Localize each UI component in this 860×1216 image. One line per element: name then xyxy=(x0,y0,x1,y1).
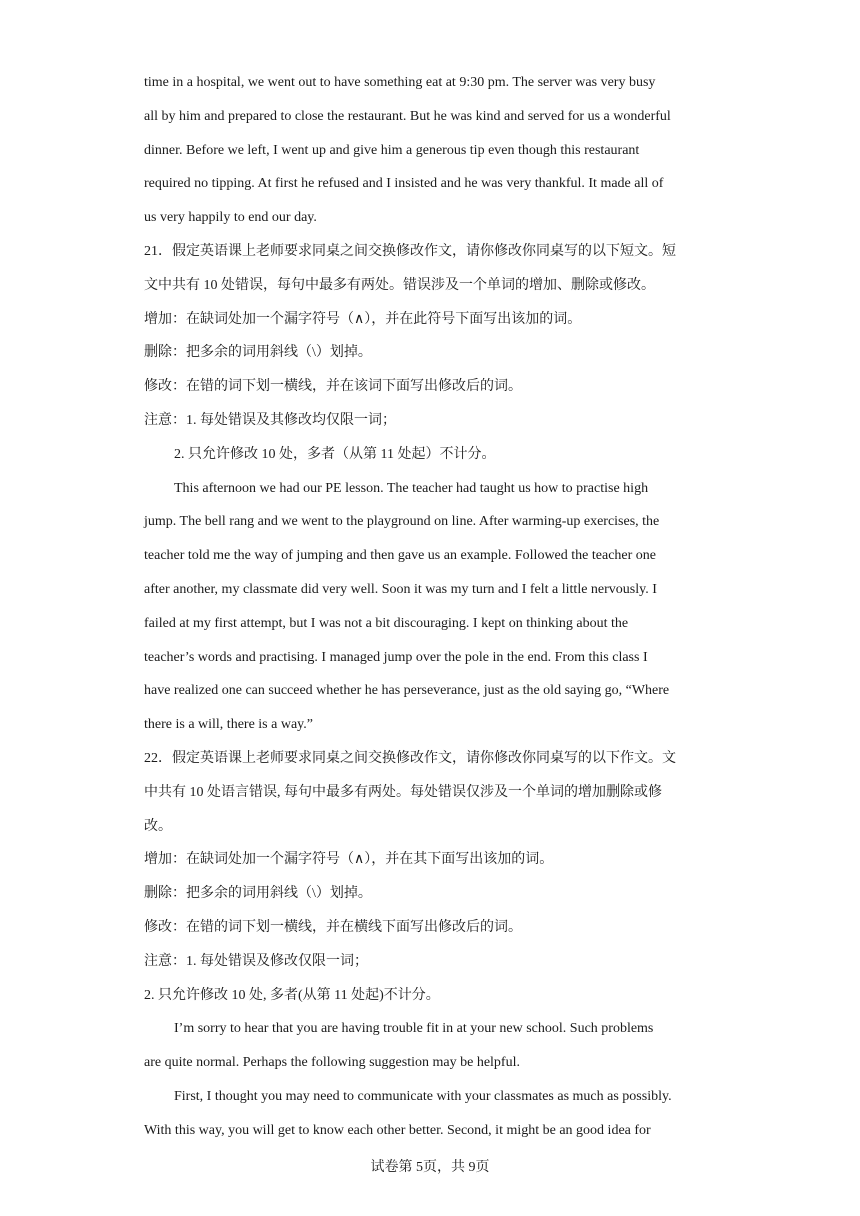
text-line: 注意：1. 每处错误及修改仅限一词； xyxy=(144,953,368,969)
text-line: 注意：1. 每处错误及其修改均仅限一词； xyxy=(144,412,396,428)
text-line: 删除：把多余的词用斜线（\）划掉。 xyxy=(144,886,372,902)
text-line: teacher’s words and practising. I managed jump over the pole in the end. From this class I xyxy=(144,649,648,665)
text-line: 删除：把多余的词用斜线（\）划掉。 xyxy=(144,345,372,361)
document-body xyxy=(144,66,718,1148)
text-line: 文中共有 10 处错误，每句中最多有两处。错误涉及一个单词的增加、删除或修改。 xyxy=(144,277,655,293)
text-line: 修改：在错的词下划一横线，并在该词下面写出修改后的词。 xyxy=(144,379,522,395)
text-line: 增加：在缺词处加一个漏字符号（∧），并在其下面写出该加的词。 xyxy=(144,852,554,868)
text-line: I’m sorry to hear that you are having trouble fit in at your new school. Such problems xyxy=(174,1021,654,1037)
text-line: 中共有 10 处语言错误, 每句中最多有两处。每处错误仅涉及一个单词的增加删除或修 xyxy=(144,784,662,800)
text-line: are quite normal. Perhaps the following suggestion may be helpful. xyxy=(144,1055,520,1071)
text-line: 22．假定英语课上老师要求同桌之间交换修改作文，请你修改你同桌写的以下作文。文 xyxy=(144,750,676,766)
text-line: 增加：在缺词处加一个漏字符号（∧），并在此符号下面写出该加的词。 xyxy=(144,311,582,327)
text-line: 21．假定英语课上老师要求同桌之间交换修改作文，请你修改你同桌写的以下短文。短 xyxy=(144,243,676,259)
text-line: time in a hospital, we went out to have something eat at 9:30 pm. The server was very busy xyxy=(144,75,656,90)
text-line: after another, my classmate did very well. Soon it was my turn and I felt a little nervously. I xyxy=(144,581,657,597)
text-line: there is a will, there is a way.” xyxy=(144,717,313,733)
text-line: 修改：在错的词下划一横线，并在横线下面写出修改后的词。 xyxy=(144,919,522,935)
text-line: teacher told me the way of jumping and then gave us an example. Followed the teacher one xyxy=(144,548,656,564)
text-line: First, I thought you may need to communicate with your classmates as much as possibly. xyxy=(174,1088,672,1104)
text-line: have realized one can succeed whether he has perseverance, just as the old saying go, “Where xyxy=(144,683,670,699)
text-line: jump. The bell rang and we went to the playground on line. After warming-up exercises, the xyxy=(144,514,660,530)
text-line: With this way, you will get to know each other better. Second, it might be an good idea for xyxy=(144,1122,651,1138)
text-line: us very happily to end our day. xyxy=(144,210,317,226)
text-line: 2. 只允许修改 10 处，多者（从第 11 处起）不计分。 xyxy=(174,446,496,462)
text-line: 2. 只允许修改 10 处, 多者(从第 11 处起)不计分。 xyxy=(144,987,440,1003)
text-line: all by him and prepared to close the restaurant. But he was kind and served for us a wonderful xyxy=(144,108,671,124)
text-line: required no tipping. At first he refused and I insisted and he was very thankful. It made all of xyxy=(144,176,664,192)
text-line: failed at my first attempt, but I was not a bit discouraging. I kept on thinking about the xyxy=(144,615,629,631)
text-line: 改。 xyxy=(144,818,172,834)
text-line: This afternoon we had our PE lesson. The teacher had taught us how to practise high xyxy=(174,480,649,496)
text-line: dinner. Before we left, I went up and give him a generous tip even though this restaurant xyxy=(144,142,640,158)
page-footer: 试卷第 5页，共 9页 xyxy=(370,1160,490,1175)
